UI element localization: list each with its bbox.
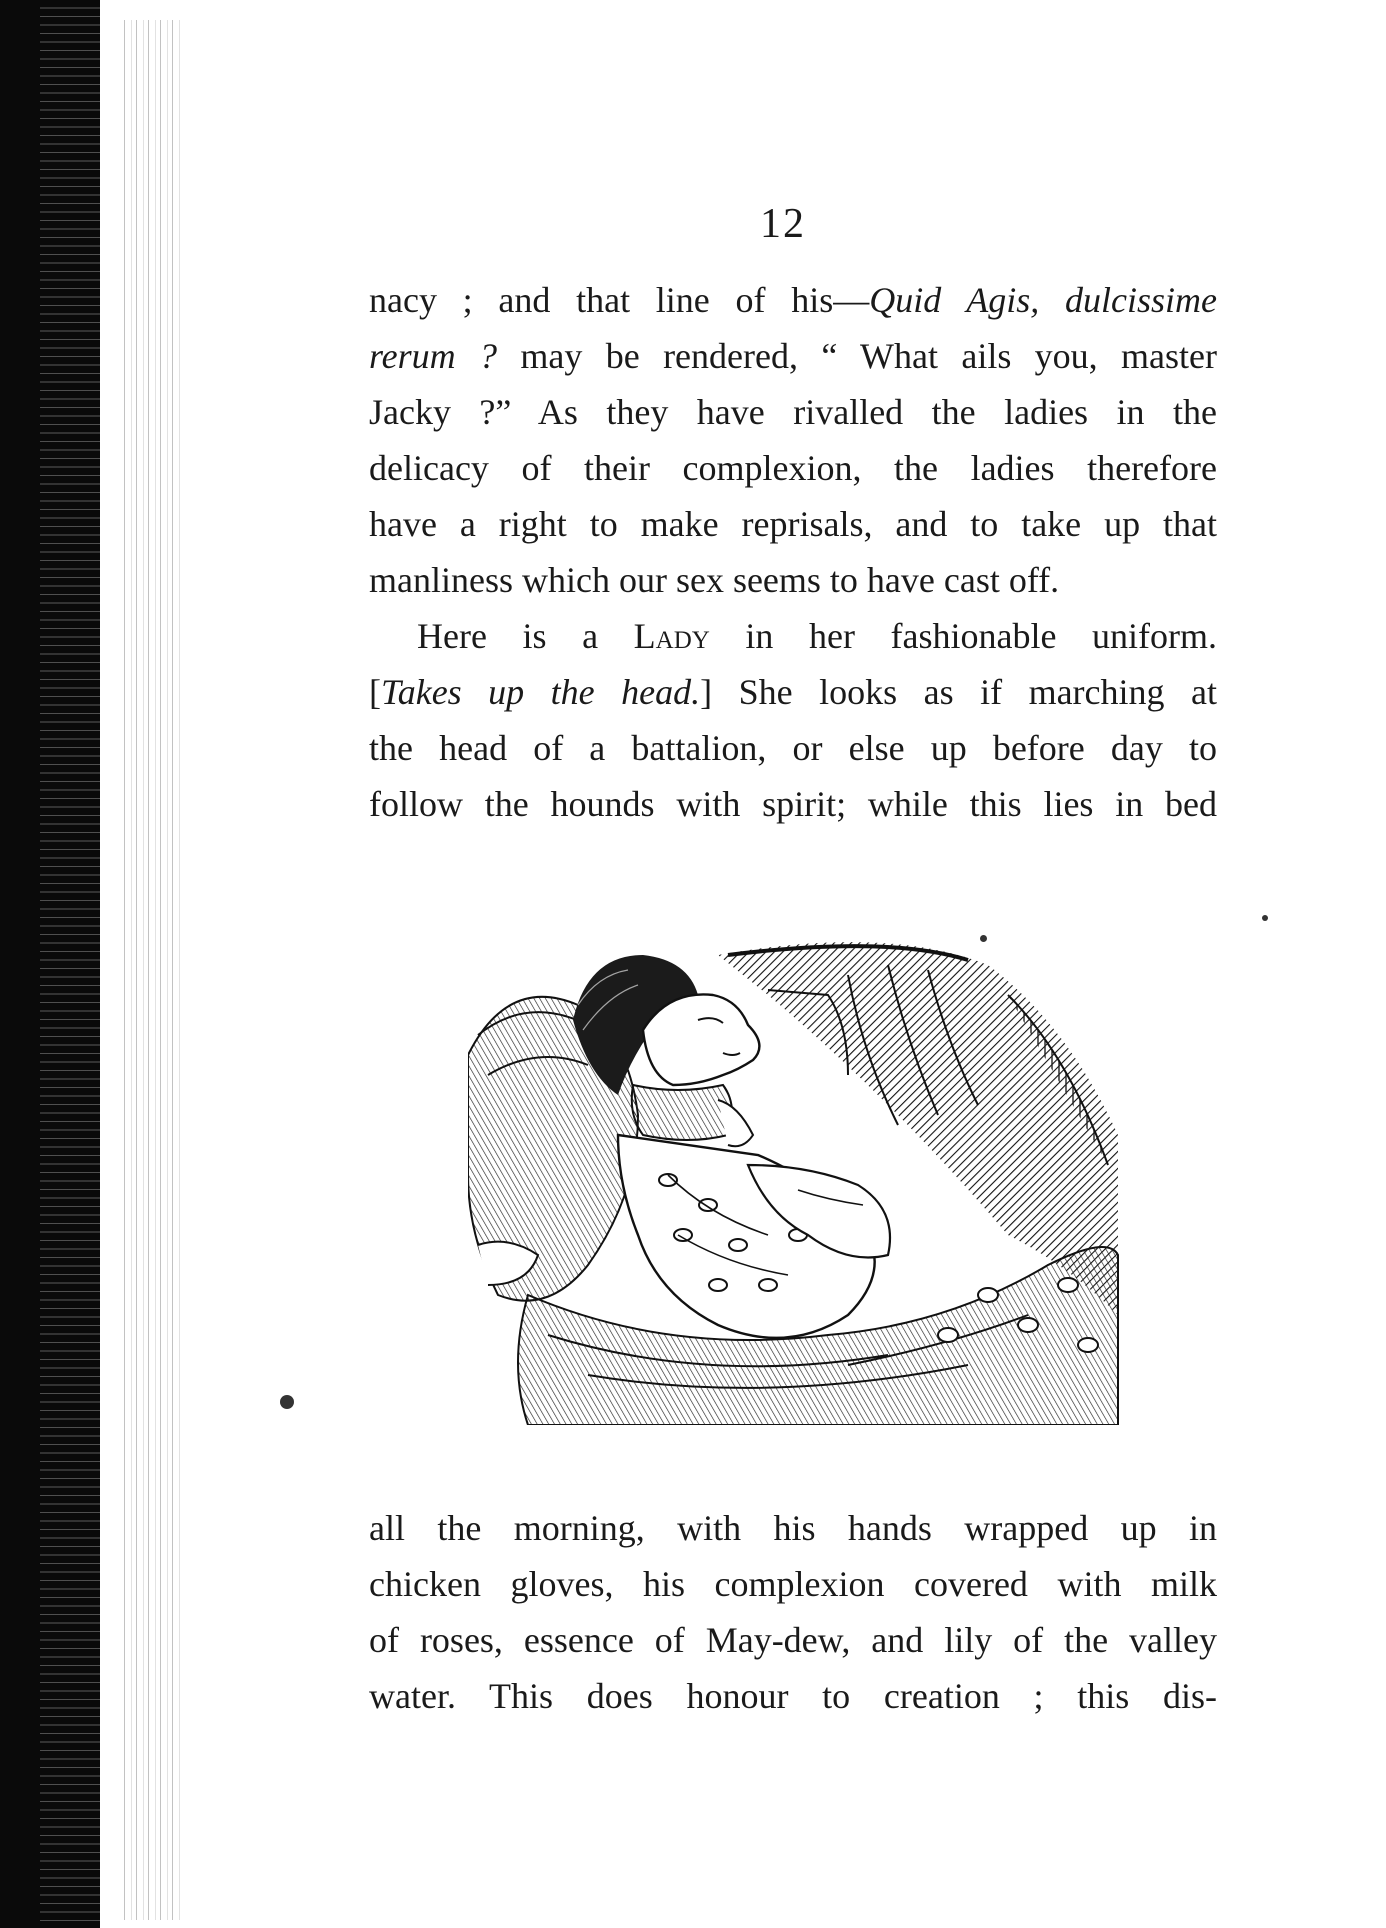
- text-line: have a right to make reprisals, and to take up that: [369, 504, 1217, 544]
- text-block-bottom: [369, 1500, 1217, 1724]
- text-line: of roses, essence of May-dew, and lily of the valley: [369, 1620, 1217, 1660]
- gutter-speckle: [40, 0, 100, 1928]
- text-line: rerum ? may be rendered, “ What ails you, master: [369, 336, 1218, 376]
- text-line: water. This does honour to creation ; this dis-: [369, 1676, 1217, 1716]
- text-line: nacy ; and that line of his—Quid Agis, dulcissime: [369, 280, 1217, 320]
- text-line: manliness which our sex seems to have cast off.: [369, 560, 1060, 600]
- illustration-engraving: [468, 935, 1128, 1425]
- page-number: 12: [760, 201, 806, 247]
- scan-speck: [980, 935, 987, 942]
- text-line: Here is a Lady in her fashionable uniform.: [417, 616, 1217, 656]
- text-line: delicacy of their complexion, the ladies therefore: [369, 448, 1217, 488]
- text-line: chicken gloves, his complexion covered with milk: [369, 1564, 1217, 1604]
- scan-speck: [280, 1395, 294, 1409]
- gutter-page-edges: [120, 20, 180, 1920]
- text-line: follow the hounds with spirit; while this lies in bed: [369, 784, 1217, 824]
- text-block-top: [369, 272, 1217, 832]
- man-in-bed-illustration: [468, 935, 1128, 1425]
- scan-speck: [1262, 915, 1268, 921]
- text-line: Jacky ?” As they have rivalled the ladies in the: [369, 392, 1217, 432]
- scan-gutter: [0, 0, 190, 1928]
- text-line: the head of a battalion, or else up before day to: [369, 728, 1217, 768]
- text-line: [Takes up the head.] She looks as if marching at: [369, 672, 1217, 712]
- text-line: all the morning, with his hands wrapped up in: [369, 1508, 1217, 1548]
